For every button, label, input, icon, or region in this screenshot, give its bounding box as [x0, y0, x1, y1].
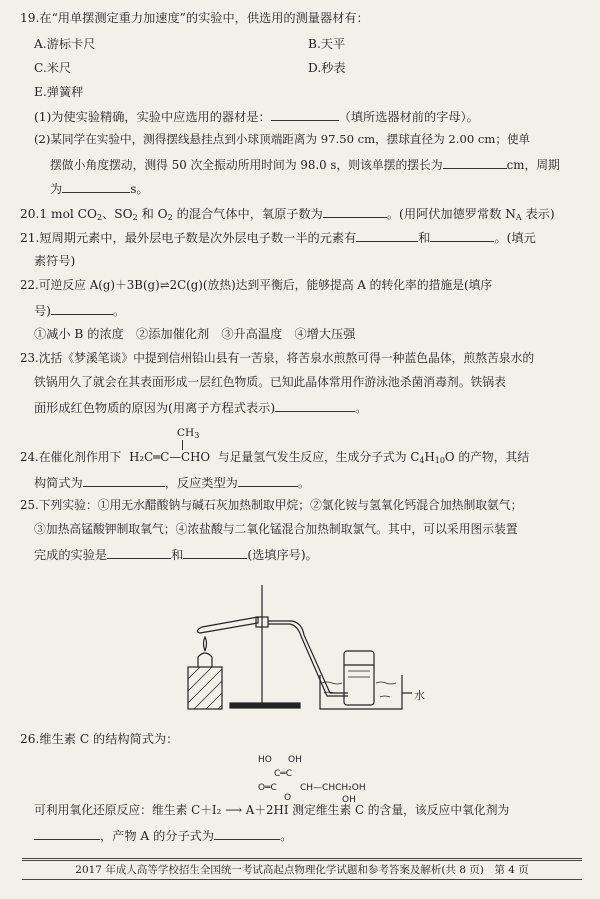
q19-sub2-text: 摆做小角度摆动，测得 50 次全振动所用时间为 98.0 s，则该单摆的摆长为 — [50, 158, 443, 172]
q19-sub1-text: (1)为使实验精确，实验中应选用的器材是： — [34, 110, 271, 124]
delivery-tube — [268, 621, 348, 693]
q19-option-d: D.秒表 — [308, 61, 346, 75]
q24-subscript: 10 — [434, 456, 445, 465]
q22-text: 号) — [34, 304, 51, 318]
q24-ch3-label — [177, 428, 199, 440]
q22-line1: 22.可逆反应 A(g)＋3B(g)⇌2C(g)(放热)达到平衡后，能够提高 A 的转化率的措施是(填序 — [20, 278, 493, 292]
answer-blank[interactable] — [51, 304, 113, 315]
q20-text: 20.1 mol CO — [20, 207, 97, 221]
q24-text: 与足量氢气发生反应，生成分子式为 C — [217, 450, 420, 464]
q25-line3 — [34, 548, 318, 561]
q24-text: O 的产物，其结 — [444, 450, 530, 464]
q20-text: 表示) — [521, 207, 555, 221]
q20-text: 和 O — [137, 207, 168, 221]
q24-formula: H₂C═C—CHO — [129, 450, 211, 464]
gas-collection-apparatus-figure — [180, 575, 420, 715]
q24-text: 24.在催化剂作用下 — [20, 450, 122, 464]
q24-subscript: 4 — [419, 456, 425, 465]
q21-text: 21.短周期元素中，最外层电子数是次外层电子数一半的元素有 — [20, 231, 357, 245]
vitc-o-c: O═C — [258, 783, 277, 793]
q24-text: 构简式为 — [34, 476, 83, 490]
vitc-ring-o: O — [284, 793, 292, 803]
q23-line2: 铁锅用久了就会在其表面形成一层红色物质。已知此晶体常用作游泳池杀菌消毒剂。铁锅表 — [34, 375, 506, 389]
q21-line1 — [20, 231, 536, 244]
q19-sub2-line2 — [50, 158, 560, 172]
q22-options: ①减小 B 的浓度 ②添加催化剂 ③升高温度 ④增大压强 — [34, 327, 356, 341]
q26-text: ，产物 A 的分子式为 — [100, 829, 215, 843]
q25-text: 和 — [171, 548, 184, 562]
q19-option-a: A.游标卡尺 — [34, 37, 96, 51]
q20-text: 。(用阿伏加德罗常数 N — [386, 207, 516, 221]
vitc-c-c: C═C — [274, 769, 292, 779]
q26-line2 — [34, 829, 292, 842]
q20-text: 的混合气体中，氧原子数为 — [172, 207, 323, 221]
answer-blank[interactable] — [34, 829, 100, 840]
water-label: 水 — [414, 689, 425, 702]
q21-line2: 素符号) — [34, 254, 76, 268]
q23-line1: 23.沈括《梦溪笔谈》中提到信州铅山县有一苦泉，将苦泉水煎熬可得一种蓝色晶体，煎熬苦泉水的 — [20, 351, 535, 365]
q22-text: 。 — [112, 304, 126, 318]
q24-line1 — [20, 452, 529, 465]
answer-blank[interactable] — [183, 548, 247, 559]
q20-subscript: A — [515, 213, 522, 222]
vitc-oh: OH — [288, 755, 302, 765]
q19-option-b: B.天平 — [308, 37, 346, 51]
test-tube — [197, 617, 258, 633]
q24-subscript: 3 — [194, 431, 200, 440]
answer-blank[interactable] — [83, 476, 165, 487]
alcohol-lamp — [198, 653, 212, 667]
q19-sub1 — [34, 110, 479, 123]
q23-text: 。 — [355, 401, 368, 415]
collecting-bottle — [344, 651, 374, 705]
q20: 20.1 mol $CO_2$、$SO_2$ 和 $O_2$ 的混合气体中，氧原子数为 。(用阿伏加德罗常数 $N_A$ 表示) — [20, 207, 555, 222]
answer-blank[interactable] — [62, 182, 130, 193]
answer-blank[interactable] — [271, 110, 339, 121]
answer-blank[interactable] — [238, 476, 298, 487]
q19-sub1-note: （填所选器材前的字母）。 — [338, 110, 479, 124]
q19-sub2-unit: cm，周期 — [506, 158, 560, 172]
q24-text: 。 — [297, 476, 311, 490]
q23-text: 面形成红色物质的原因为(用离子方程式表示) — [34, 401, 276, 415]
q26-line1: 可利用氧化还原反应：维生素 C＋I₂ ⟶ A＋2HI 测定维生素 C 的含量，该反应中氧化剂为 — [34, 803, 510, 817]
vitc-side-chain: CH—CHCH₂OH — [300, 783, 366, 793]
q23-line3 — [34, 401, 367, 414]
q24-text: ，反应类型为 — [164, 476, 238, 490]
vitc-oh2: OH — [342, 795, 356, 805]
q24-text: H — [424, 450, 435, 464]
q19-sub2-line3 — [50, 182, 149, 195]
answer-blank[interactable] — [443, 158, 507, 169]
q26-text: 。 — [280, 829, 293, 843]
q25-text: 完成的实验是 — [34, 548, 108, 562]
footer-rule — [22, 858, 582, 859]
q19-option-e: E.弹簧秤 — [34, 85, 84, 99]
q20-text: 、SO — [102, 207, 133, 221]
answer-blank[interactable] — [107, 548, 171, 559]
stand-base — [230, 703, 300, 708]
q26-stem: 26.维生素 C 的结构简式为： — [20, 732, 179, 746]
answer-blank[interactable] — [356, 231, 418, 242]
q19-sub2-period-label: 为 — [50, 182, 63, 196]
flame — [204, 637, 207, 651]
bond-line — [182, 440, 183, 450]
q25-text: (选填序号)。 — [247, 548, 318, 562]
water-trough — [320, 675, 402, 709]
q24-text: CH — [177, 427, 195, 439]
q19-stem: 19.在“用单摆测定重力加速度”的实验中，供选用的测量器材有： — [20, 11, 369, 25]
answer-blank[interactable] — [275, 401, 355, 412]
q19-sub2-line1: (2)某同学在实验中，测得摆线悬挂点到小球顶端距离为 97.50 cm，摆球直径为 2.00 cm；使单 — [34, 132, 531, 146]
q25-line1: 25.下列实验：①用无水醋酸钠与碱石灰加热制取甲烷；②氯化铵与氢氧化钙混合加热制取氨气； — [20, 498, 523, 512]
answer-blank[interactable] — [323, 207, 387, 218]
answer-blank[interactable] — [214, 829, 280, 840]
burner-block — [188, 667, 222, 709]
q22-line2 — [34, 304, 125, 317]
answer-blank[interactable] — [430, 231, 494, 242]
q25-line2: ③加热高锰酸钾制取氧气；④浓盐酸与二氧化锰混合加热制取氯气。其中，可以采用图示装置 — [34, 522, 518, 536]
q19-option-c: C.米尺 — [34, 61, 72, 75]
q21-text: 。(填元 — [494, 231, 536, 245]
page-footer: 2017 年成人高等学校招生全国统一考试高起点物理化学试题和参考答案及解析(共 8 页) 第 4 页 — [22, 860, 582, 880]
q21-text: 和 — [418, 231, 431, 245]
q19-sub2-period-unit: s。 — [130, 182, 149, 196]
vitc-ho: HO — [258, 755, 272, 765]
q24-line2 — [34, 476, 310, 489]
